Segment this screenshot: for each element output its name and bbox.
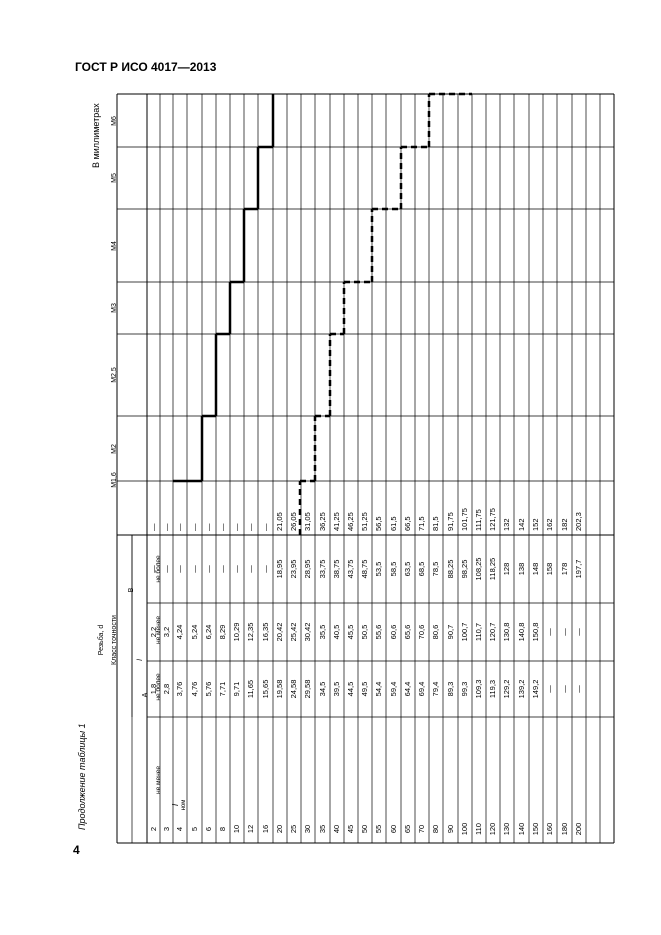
table-cell: 140,8: [516, 622, 526, 642]
table-cell: 150,8: [531, 622, 540, 642]
table-cell: 119,3: [488, 679, 497, 699]
table-cell: 5,24: [189, 624, 199, 640]
table-grid: [117, 94, 614, 843]
table-cell: 30,42: [303, 622, 312, 642]
table-cell: 44,5: [346, 681, 355, 697]
table-cell: 1,8: [148, 683, 158, 695]
table-cell: 118,25: [488, 557, 497, 581]
table-cell: 90,7: [445, 624, 455, 640]
table-cell: 59,4: [388, 681, 398, 697]
table-cell: 43,75: [346, 559, 355, 579]
table-cell: 20: [275, 824, 284, 834]
table-cell: 142: [516, 518, 526, 531]
table-cell: —: [161, 565, 171, 573]
table-cell: —: [232, 565, 241, 573]
table-cell: 41,25: [332, 512, 341, 531]
table-cell: —: [545, 628, 554, 636]
table-cell: 138: [516, 562, 526, 576]
table-cell: 100: [460, 822, 469, 836]
table-cell: —: [246, 565, 255, 573]
thread-label: M3: [111, 303, 118, 313]
table-cell: 110: [474, 823, 483, 835]
table-cell: 5: [189, 826, 199, 832]
table-cell: 65: [403, 824, 412, 834]
table-cell: 80: [431, 824, 440, 834]
table-cell: 140: [516, 822, 526, 836]
thread-header: Резьба, d: [98, 624, 105, 656]
class-a-max-label: не более: [155, 673, 162, 701]
table-cell: 61,5: [388, 516, 398, 531]
table-cell: 108,25: [474, 557, 483, 581]
table-cell: 100,7: [460, 622, 469, 642]
table-cell: 2,2: [148, 626, 158, 638]
thread-label: M1,6: [111, 472, 118, 488]
table-cell: 55,6: [374, 624, 383, 640]
table-cell: 148: [531, 562, 540, 576]
table-cell: —: [260, 523, 270, 531]
table-cell: 197,7: [574, 559, 583, 579]
table-cell: 35: [317, 824, 327, 834]
table-cell: 8,29: [218, 624, 227, 640]
table-cell: 120,7: [488, 622, 497, 642]
table-cell: 28,95: [303, 559, 312, 579]
table-cell: 121,75: [488, 508, 497, 531]
table-cell: 51,25: [360, 512, 369, 531]
table-cell: 56,5: [374, 516, 383, 531]
table-cell: —: [204, 565, 213, 573]
table-cell: —: [161, 523, 171, 531]
class-a-min-label: не менее: [155, 766, 162, 794]
table-cell: 11,65: [246, 679, 255, 699]
table-cell: 180: [559, 822, 569, 836]
table-cell: 132: [502, 518, 511, 531]
thread-label: M4: [111, 240, 118, 251]
table-cell: 34,5: [317, 681, 327, 697]
table-cell: —: [189, 565, 199, 573]
table-cell: 130,8: [502, 622, 511, 642]
table-cell: 91,75: [445, 512, 455, 531]
table-cell: 109,3: [474, 679, 483, 699]
table-cell: 23,95: [289, 559, 298, 579]
table-cell: —: [189, 523, 199, 531]
class-b-header: B: [128, 587, 135, 593]
table-cell: 3,76: [175, 681, 184, 697]
table-cell: 2: [148, 826, 158, 832]
table-cell: 40: [332, 824, 341, 834]
table-cell: 4,76: [189, 681, 199, 697]
table-cell: 160: [545, 822, 554, 836]
table-cell: —: [545, 685, 554, 693]
units-note: В миллиметрах: [91, 103, 101, 168]
table-cell: 149,2: [531, 679, 540, 699]
table-continuation-caption: Продолжение таблицы 1: [77, 723, 87, 830]
table-cell: 130: [502, 822, 511, 836]
table-cell: 4,24: [175, 624, 184, 640]
table-cell: 150: [531, 822, 540, 836]
table-cell: 81,5: [431, 516, 440, 531]
table-cell: 18,95: [275, 559, 284, 579]
table-cell: —: [559, 685, 569, 693]
page-number: 4: [73, 843, 80, 857]
table-cell: 36,25: [317, 512, 327, 531]
table-cell: 6: [204, 826, 213, 832]
table-cell: 35,5: [317, 624, 327, 640]
table-cell: 39,5: [332, 681, 341, 697]
table-cell: 60,6: [388, 624, 398, 640]
table-cell: —: [148, 523, 158, 531]
table-cell: 71,5: [417, 516, 426, 531]
table-cell: 200: [574, 822, 583, 836]
thread-label: M6: [111, 115, 118, 126]
thread-label: M5: [111, 173, 118, 183]
table-cell: 5,76: [204, 681, 213, 697]
table-cell: 9,71: [232, 681, 241, 697]
table-cell: 10: [232, 824, 241, 834]
table-cell: 12,35: [246, 622, 255, 642]
table-cell: 70: [417, 824, 426, 834]
table-cell: —: [574, 628, 583, 636]
table-cell: 15,65: [260, 679, 270, 699]
table-cell: 3,2: [161, 626, 171, 638]
length-header: l: [171, 804, 180, 806]
class-b-min-label: не менее: [155, 616, 162, 644]
table-cell: 110,7: [474, 622, 483, 642]
table-cell: 19,58: [275, 679, 284, 699]
table-cell: 65,6: [403, 624, 412, 640]
thread-label: M2,5: [111, 367, 118, 383]
table-cell: 178: [559, 562, 569, 576]
table-cell: 78,5: [431, 561, 440, 577]
table-cell: 26,05: [289, 512, 298, 531]
table-cell: 53,5: [374, 561, 383, 577]
table-cell: 25: [289, 824, 298, 834]
table-cell: 3: [161, 826, 171, 832]
table-cell: 152: [531, 518, 540, 531]
table-cell: 8: [218, 826, 227, 832]
table-cell: —: [260, 565, 270, 573]
table-cell: 70,6: [417, 624, 426, 640]
table-cell: 90: [445, 824, 455, 834]
table-cell: 89,3: [445, 681, 455, 697]
table-cell: 10,29: [232, 622, 241, 642]
table-cell: —: [232, 523, 241, 531]
table-cell: 50: [360, 824, 369, 834]
table-cell: 66,5: [403, 516, 412, 531]
table-cell: 7,71: [218, 681, 227, 697]
table-cell: 48,75: [360, 559, 369, 579]
class-b-max-label: не более: [155, 555, 162, 583]
table-cell: 54,4: [374, 681, 383, 697]
table-cell: 63,5: [403, 561, 412, 577]
table-cell: 24,58: [289, 679, 298, 699]
table-cell: 58,5: [388, 561, 398, 577]
table-cell: 2,8: [161, 683, 171, 695]
class-l-header: l: [137, 659, 144, 661]
table-cell: 68,5: [417, 561, 426, 577]
table-cell: 50,5: [360, 624, 369, 640]
table-cell: 98,25: [460, 559, 469, 579]
table-cell: —: [574, 685, 583, 693]
length-subscript: ном: [181, 799, 187, 811]
accuracy-class-header: Класс точности: [111, 615, 118, 665]
table-cell: 45,5: [346, 624, 355, 640]
table-cell: 99,3: [460, 681, 469, 697]
table-cell: 25,42: [289, 622, 298, 642]
class-a-header: A: [142, 692, 149, 698]
table-cell: 4: [175, 826, 184, 832]
table-cell: 120: [488, 822, 497, 836]
table-cell: 128: [502, 562, 511, 576]
table-cell: 16,35: [260, 622, 270, 642]
table-cell: 55: [374, 824, 383, 834]
table-cell: 38,75: [332, 559, 341, 579]
table-cell: 16: [260, 824, 270, 834]
table-cell: 30: [303, 824, 312, 834]
table-cell: 12: [246, 824, 255, 834]
table-cell: —: [204, 523, 213, 531]
table-cell: 60: [388, 824, 398, 834]
table-cell: —: [175, 565, 184, 573]
table-cell: 101,75: [460, 508, 469, 531]
table-cell: —: [218, 523, 227, 531]
table-cell: 182: [559, 518, 569, 531]
table-cell: 21,05: [275, 512, 284, 531]
table-cell: 158: [545, 562, 554, 576]
table-cell: 40,5: [332, 624, 341, 640]
table-cell: 46,25: [346, 512, 355, 531]
table-cell: 6,24: [204, 624, 213, 640]
table-cell: 129,2: [502, 679, 511, 699]
table-cell: 162: [545, 518, 554, 531]
document-header: ГОСТ Р ИСО 4017—2013: [75, 60, 217, 74]
table-cell: 69,4: [417, 681, 426, 697]
table-cell: 79,4: [431, 681, 440, 697]
table-cell: 111,75: [474, 509, 483, 531]
table-cell: 202,3: [574, 512, 583, 531]
table-cell: 49,5: [360, 681, 369, 697]
table-cell: 64,4: [403, 681, 412, 697]
table-cell: 80,6: [431, 624, 440, 640]
table-cell: 45: [346, 824, 355, 834]
thread-label: M2: [111, 443, 118, 454]
table-cell: 88,25: [445, 559, 455, 579]
table-cell: 20,42: [275, 622, 284, 642]
table-cell: 139,2: [516, 679, 526, 699]
table-cell: —: [246, 523, 255, 531]
table-cell: 31,05: [303, 512, 312, 531]
table-cell: —: [175, 523, 184, 531]
table-cell: —: [559, 628, 569, 636]
table-cell: 33,75: [317, 559, 327, 579]
table-cell: —: [218, 565, 227, 573]
table-cell: —: [148, 565, 158, 573]
table-cell: 29,58: [303, 679, 312, 699]
